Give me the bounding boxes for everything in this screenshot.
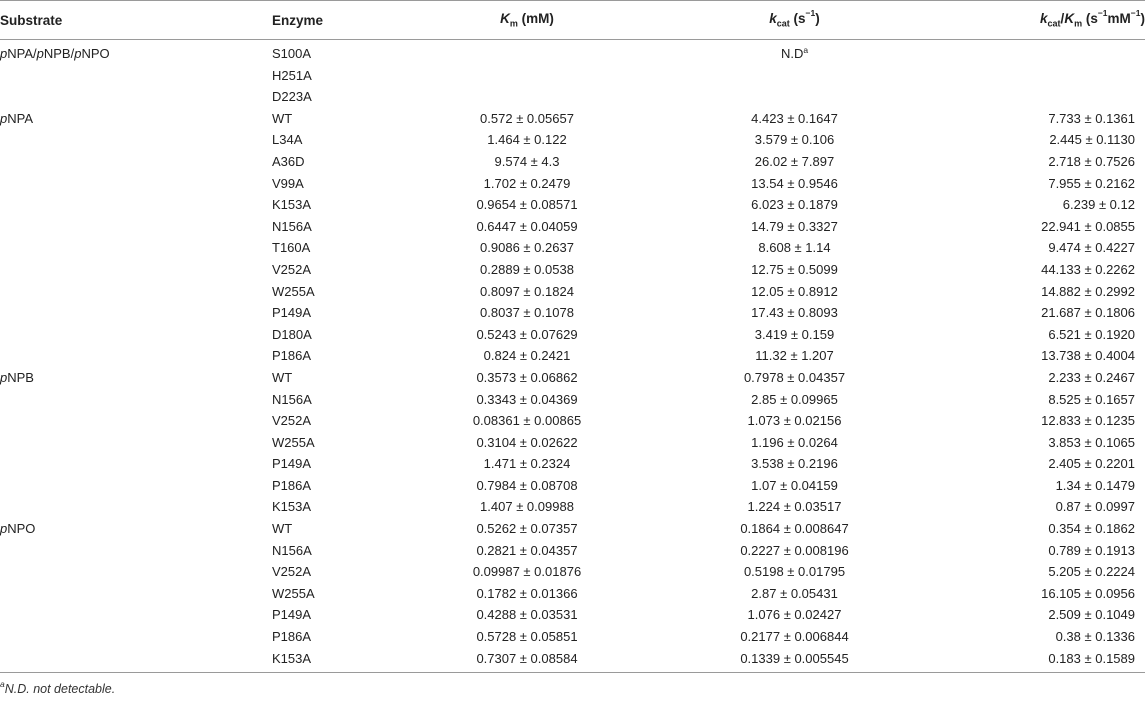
cell-km: 0.5262 ± 0.07357 [476, 521, 578, 537]
cell-efficiency: 1.34 ± 0.1479 [1055, 477, 1135, 493]
substrate-label: pNPA/pNPB/pNPO [0, 46, 110, 61]
eff-unit-a: (s [1082, 11, 1098, 27]
cell-efficiency: 7.955 ± 0.2162 [1048, 175, 1135, 191]
cell-efficiency: 2.718 ± 0.7526 [1048, 153, 1135, 169]
cell-km: 0.09987 ± 0.01876 [472, 564, 582, 580]
cell-kcat: 8.608 ± 1.14 [758, 240, 831, 256]
cell-enzyme: WT [272, 521, 293, 537]
cell-substrate [0, 302, 272, 324]
table-row [0, 626, 1145, 648]
cell-efficiency: 2.233 ± 0.2467 [1048, 369, 1135, 385]
cell-efficiency [937, 40, 1145, 65]
cell-substrate [0, 518, 272, 540]
cell-substrate [0, 86, 272, 108]
cell-km: 0.572 ± 0.05657 [480, 110, 574, 126]
cell-enzyme: H251A [272, 67, 312, 83]
eff-unit-sup-1: −1 [1097, 8, 1108, 19]
cell-km [402, 86, 652, 108]
cell-efficiency: 22.941 ± 0.0855 [1041, 218, 1135, 234]
cell-kcat: 17.43 ± 0.8093 [751, 305, 838, 321]
cell-enzyme: D223A [272, 89, 312, 105]
table-row [0, 453, 1145, 475]
cell-kcat: 12.05 ± 0.8912 [751, 283, 838, 299]
cell-efficiency: 6.239 ± 0.12 [1062, 197, 1135, 213]
cell-enzyme: P149A [272, 305, 312, 321]
header-substrate: Substrate [0, 1, 272, 40]
table-row [0, 496, 1145, 518]
kcat-unit-post: ) [815, 11, 820, 27]
cell-kcat: 0.7978 ± 0.04357 [743, 369, 846, 385]
cell-km: 0.3104 ± 0.02622 [476, 434, 578, 450]
table-row [0, 583, 1145, 605]
cell-enzyme: P149A [272, 456, 312, 472]
cell-km: 0.9654 ± 0.08571 [476, 197, 578, 213]
table-row [0, 216, 1145, 238]
cell-km: 0.5728 ± 0.05851 [476, 629, 578, 645]
cell-efficiency: 0.789 ± 0.1913 [1048, 542, 1135, 558]
cell-kcat: 0.1339 ± 0.005545 [652, 648, 937, 673]
cell-kcat: 0.2177 ± 0.006844 [740, 629, 849, 645]
cell-km: 0.8097 ± 0.1824 [480, 283, 574, 299]
cell-km: 1.407 ± 0.09988 [480, 499, 574, 515]
table-row [0, 604, 1145, 626]
table-row [0, 410, 1145, 432]
cell-efficiency: 16.105 ± 0.0956 [1041, 585, 1135, 601]
cell-kcat: 1.076 ± 0.02427 [747, 607, 842, 623]
cell-efficiency: 7.733 ± 0.1361 [1048, 110, 1135, 126]
cell-enzyme: V252A [272, 564, 312, 580]
kcat-subscript: cat [776, 18, 790, 29]
table-row [0, 389, 1145, 411]
cell-kcat [652, 86, 937, 108]
cell-km: 0.4288 ± 0.03531 [476, 607, 578, 623]
cell-substrate [0, 648, 272, 673]
kcat-unit-pre: (s [789, 11, 806, 27]
table-row [0, 86, 1145, 108]
table-row [0, 65, 1145, 87]
cell-efficiency: 0.354 ± 0.1862 [1048, 521, 1135, 537]
cell-enzyme: WT [272, 369, 293, 385]
cell-km: 1.464 ± 0.122 [487, 132, 567, 148]
cell-kcat: 1.196 ± 0.0264 [751, 434, 838, 450]
cell-efficiency: 8.525 ± 0.1657 [1048, 391, 1135, 407]
cell-enzyme: P186A [272, 348, 312, 364]
cell-efficiency: 0.183 ± 0.1589 [937, 648, 1145, 673]
eff-symbol-2: K [1064, 11, 1075, 27]
cell-kcat [652, 65, 937, 87]
cell-enzyme: V252A [272, 261, 312, 277]
table-row [0, 345, 1145, 367]
table-row [0, 40, 1145, 65]
cell-substrate [0, 453, 272, 475]
eff-subscript-2: m [1074, 18, 1083, 29]
cell-substrate [0, 216, 272, 238]
table-row [0, 324, 1145, 346]
cell-kcat [652, 40, 937, 65]
header-kcat [652, 1, 937, 40]
cell-efficiency: 13.738 ± 0.4004 [1041, 348, 1135, 364]
cell-enzyme: W255A [272, 585, 315, 601]
eff-symbol-1: k [1040, 11, 1048, 27]
cell-efficiency: 0.38 ± 0.1336 [1055, 629, 1135, 645]
cell-substrate [0, 410, 272, 432]
header-enzyme: Enzyme [272, 1, 402, 40]
cell-enzyme: T160A [272, 240, 311, 256]
cell-substrate [0, 281, 272, 303]
cell-substrate [0, 151, 272, 173]
cell-kcat: 14.79 ± 0.3327 [751, 218, 838, 234]
cell-enzyme: K153A [272, 499, 312, 515]
table-row [0, 540, 1145, 562]
cell-substrate [0, 626, 272, 648]
cell-km: 0.3573 ± 0.06862 [476, 369, 578, 385]
table-row [0, 151, 1145, 173]
cell-efficiency: 0.87 ± 0.0997 [1055, 499, 1135, 515]
kcat-symbol: k [769, 11, 777, 27]
cell-km [402, 65, 652, 87]
cell-efficiency: 2.445 ± 0.1130 [1049, 132, 1135, 148]
header-row [0, 1, 1145, 40]
table-row [0, 367, 1145, 389]
cell-kcat: 2.85 ± 0.09965 [751, 391, 838, 407]
nd-footnote-marker: a [803, 45, 809, 55]
table-footnote [0, 679, 116, 696]
footnote-text: N.D. not detectable. [4, 682, 116, 696]
km-unit: (mM) [517, 11, 554, 27]
cell-enzyme: P186A [272, 477, 312, 493]
cell-kcat: 2.87 ± 0.05431 [751, 585, 838, 601]
cell-km: 0.8037 ± 0.1078 [480, 305, 574, 321]
cell-kcat: 0.1864 ± 0.008647 [740, 521, 849, 537]
cell-enzyme: D180A [272, 326, 312, 342]
cell-enzyme: N156A [272, 218, 312, 234]
table-row [0, 237, 1145, 259]
cell-substrate [0, 496, 272, 518]
cell-km: 0.2889 ± 0.0538 [480, 261, 574, 277]
substrate-label: pNPO [0, 521, 36, 537]
cell-enzyme: S100A [272, 46, 312, 61]
table-row [0, 475, 1145, 497]
cell-efficiency: 21.687 ± 0.1806 [1041, 305, 1135, 321]
table-row [0, 194, 1145, 216]
km-subscript: m [509, 18, 518, 29]
header-efficiency [937, 1, 1145, 40]
cell-enzyme: P186A [272, 629, 312, 645]
cell-enzyme: V252A [272, 413, 312, 429]
cell-kcat: 3.579 ± 0.106 [754, 132, 835, 148]
substrate-label: pNPB [0, 369, 34, 385]
cell-km: 0.824 ± 0.2421 [483, 348, 571, 364]
cell-substrate [0, 259, 272, 281]
cell-kcat: 1.073 ± 0.02156 [747, 413, 842, 429]
cell-efficiency: 12.833 ± 0.1235 [1041, 413, 1135, 429]
cell-substrate [0, 432, 272, 454]
cell-substrate [0, 129, 272, 151]
cell-km: 1.471 ± 0.2324 [483, 456, 571, 472]
cell-enzyme: A36D [272, 153, 305, 169]
cell-km: 0.9086 ± 0.2637 [480, 240, 574, 256]
cell-enzyme: W255A [272, 434, 315, 450]
cell-kcat: 0.2227 ± 0.008196 [740, 542, 849, 558]
cell-substrate [0, 345, 272, 367]
cell-kcat: 13.54 ± 0.9546 [751, 175, 838, 191]
cell-kcat: 11.32 ± 1.207 [755, 348, 834, 364]
cell-substrate [0, 65, 272, 87]
cell-km: 0.5243 ± 0.07629 [476, 326, 578, 342]
cell-enzyme: K153A [272, 197, 312, 213]
table-row [0, 129, 1145, 151]
cell-efficiency: 9.474 ± 0.4227 [1048, 240, 1135, 256]
cell-substrate [0, 475, 272, 497]
cell-kcat: 1.224 ± 0.03517 [747, 499, 842, 515]
cell-kcat: 3.419 ± 0.159 [754, 326, 835, 342]
table-row [0, 108, 1145, 130]
cell-efficiency [937, 86, 1145, 108]
cell-km: 1.702 ± 0.2479 [483, 175, 571, 191]
cell-enzyme: W255A [272, 283, 315, 299]
cell-km: 0.3343 ± 0.04369 [476, 391, 578, 407]
eff-unit-sup-2: −1 [1130, 8, 1141, 19]
km-symbol: K [500, 11, 510, 27]
table-body [0, 40, 1145, 673]
cell-efficiency: 3.853 ± 0.1065 [1048, 434, 1135, 450]
cell-efficiency: 2.509 ± 0.1049 [1048, 607, 1135, 623]
cell-km: 0.7984 ± 0.08708 [476, 477, 578, 493]
table-row [0, 173, 1145, 195]
cell-substrate [0, 604, 272, 626]
cell-enzyme: WT [272, 110, 293, 126]
cell-substrate [0, 324, 272, 346]
cell-substrate [0, 367, 272, 389]
substrate-label: pNPA [0, 110, 33, 126]
table-header [0, 1, 1145, 40]
cell-km [402, 40, 652, 65]
table-row [0, 561, 1145, 583]
cell-enzyme: V99A [272, 175, 304, 191]
cell-substrate [0, 237, 272, 259]
table-row [0, 648, 1145, 673]
cell-substrate [0, 583, 272, 605]
eff-unit-b: mM [1107, 11, 1131, 27]
cell-km: 0.08361 ± 0.00865 [472, 413, 582, 429]
table-row [0, 302, 1145, 324]
cell-enzyme: K153A [272, 648, 402, 673]
cell-kcat: 6.023 ± 0.1879 [751, 197, 838, 213]
cell-kcat: 4.423 ± 0.1647 [751, 110, 838, 126]
cell-substrate [0, 173, 272, 195]
eff-slash: / [1060, 11, 1065, 27]
cell-enzyme: N156A [272, 542, 312, 558]
table-row [0, 281, 1145, 303]
header-km [402, 1, 652, 40]
not-detectable-value: N.D [780, 46, 804, 61]
cell-substrate [0, 561, 272, 583]
cell-substrate [0, 108, 272, 130]
cell-km: 0.7307 ± 0.08584 [402, 648, 652, 673]
table-row [0, 259, 1145, 281]
cell-kcat: 26.02 ± 7.897 [754, 153, 835, 169]
cell-substrate [0, 389, 272, 411]
kcat-unit-sup: −1 [805, 8, 816, 19]
cell-kcat: 1.07 ± 0.04159 [751, 477, 838, 493]
cell-enzyme: N156A [272, 391, 312, 407]
cell-substrate [0, 40, 272, 65]
cell-efficiency: 44.133 ± 0.2262 [1041, 261, 1135, 277]
footnote-marker: a [0, 679, 5, 689]
cell-efficiency: 6.521 ± 0.1920 [1048, 326, 1135, 342]
eff-unit-c: ) [1140, 11, 1145, 27]
cell-substrate [0, 540, 272, 562]
cell-km: 0.6447 ± 0.04059 [476, 218, 578, 234]
cell-km: 9.574 ± 4.3 [494, 153, 560, 169]
cell-kcat: 3.538 ± 0.2196 [751, 456, 838, 472]
cell-enzyme: P149A [272, 607, 312, 623]
cell-km: 0.2821 ± 0.04357 [476, 542, 578, 558]
table-row [0, 432, 1145, 454]
cell-substrate [0, 194, 272, 216]
cell-kcat: 0.5198 ± 0.01795 [743, 564, 846, 580]
cell-enzyme: L34A [272, 132, 303, 148]
table-row [0, 518, 1145, 540]
cell-km: 0.1782 ± 0.01366 [476, 585, 578, 601]
cell-kcat: 12.75 ± 0.5099 [751, 261, 838, 277]
cell-efficiency [937, 65, 1145, 87]
cell-efficiency: 2.405 ± 0.2201 [1048, 456, 1135, 472]
cell-efficiency: 5.205 ± 0.2224 [1048, 564, 1135, 580]
eff-subscript-1: cat [1047, 18, 1061, 29]
cell-efficiency: 14.882 ± 0.2992 [1041, 283, 1135, 299]
